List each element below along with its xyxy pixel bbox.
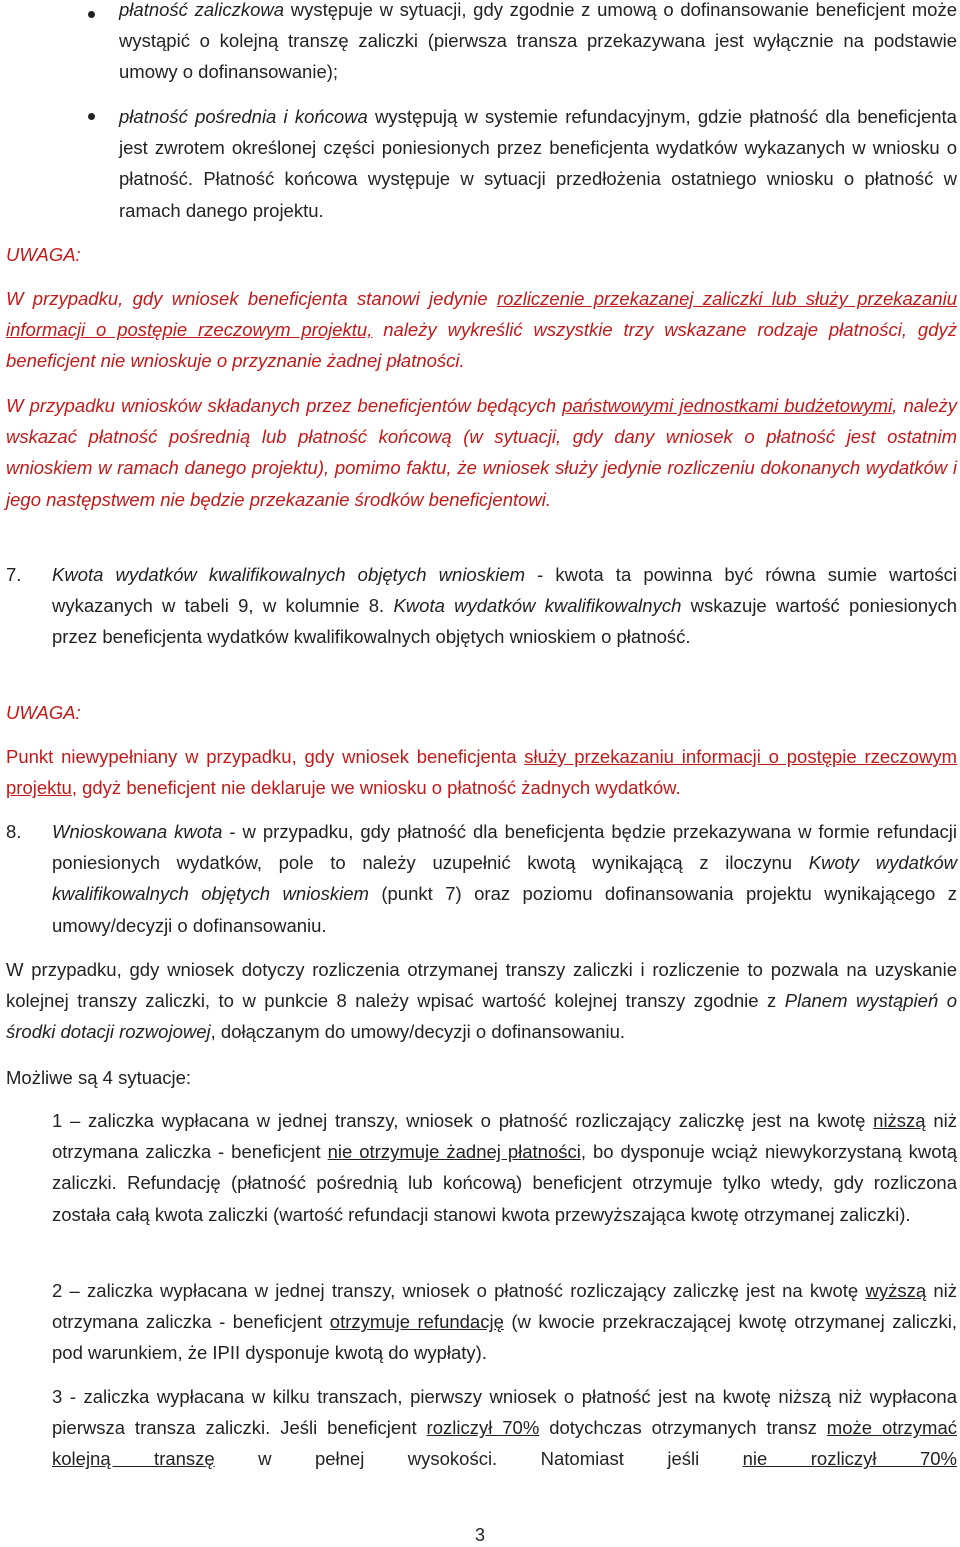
case-underlined: nie rozliczył 70% — [742, 1448, 957, 1470]
note-text: W przypadku wniosków składanych przez beneficjentów będących — [6, 395, 563, 416]
case-underlined: niższą — [873, 1110, 926, 1131]
case-text: niż otrzymana zaliczka - beneficjent — [52, 1280, 957, 1333]
bullet-text: występuje w sytuacji, gdy zgodnie z umową o dofinansowanie beneficjent może wystąpić o kolejną transzę zaliczki (pierwsza transza przekazywana jest wyłącznie na podstawie umowy o dofinansowanie); — [119, 0, 957, 83]
bullet-marker — [88, 113, 95, 120]
note-budget-units — [6, 390, 957, 515]
paragraph-situations: Możliwe są 4 sytuacje: — [6, 1067, 192, 1088]
bullet-text: występują w systemie refundacyjnym, gdzie płatność dla beneficjenta jest zwrotem określonej części poniesionych przez beneficjenta wydatków wykazanych w wniosku o płatność. Płatność końcowa występuje w sytuacji przedłożenia ostatniego wniosku o płatność w ramach danego projektu. — [119, 106, 957, 221]
case-underlined: rozliczył 70% — [426, 1417, 540, 1439]
case-text: niż otrzymana zaliczka - beneficjent — [52, 1110, 957, 1163]
paragraph-italic: Planem wystąpień o środki dotacji rozwojowej — [6, 990, 958, 1043]
note-progress-info — [6, 741, 957, 803]
item-text: - w przypadku, gdy płatność dla beneficjenta będzie przekazywana w formie refundacji poniesionych wydatków, pole to należy uzupełnić kwotą wynikającą z iloczynu — [52, 821, 957, 874]
item-text: (punkt 7) oraz poziomu dofinansowania projektu wynikającego z umowy/decyzji o dofinansowaniu. — [52, 883, 957, 936]
paragraph-advance-tranche — [6, 954, 957, 1048]
item-term: Kwota wydatków kwalifikowalnych objętych wnioskiem — [52, 564, 526, 585]
item-7-eligible-expenses — [52, 559, 957, 653]
case-underlined: wyższą — [865, 1280, 927, 1301]
note-settlement — [6, 283, 957, 377]
uwaga-label: UWAGA: — [6, 244, 81, 265]
case-3 — [52, 1381, 957, 1475]
note-text: W przypadku, gdy wniosek beneficjenta stanowi jedynie — [6, 288, 498, 309]
case-underlined: może otrzymać kolejną transzę — [52, 1417, 957, 1470]
note-text: należy wykreślić wszystkie trzy wskazane rodzaje płatności, gdyż beneficjent nie wnioskuje o przyznanie żadnej płatności. — [6, 319, 957, 372]
paragraph-text: W przypadku, gdy wniosek dotyczy rozliczenia otrzymanej transzy zaliczki i rozliczenie to pozwala na uzyskanie kolejnej transzy zaliczki, to w punkcie 8 należy wpisać wartość kolejnej transzy zgodnie z — [6, 959, 957, 1012]
note-text: , należy wskazać płatność pośrednią lub płatność końcową (w sytuacji, gdy dany wniosek o płatność jest ostatnim wnioskiem w ramach danego projektu), pomimo faktu, że wniosek służy jedynie rozliczeniu dokonanych wydatków i jego następstwem nie będzie przekazanie środków beneficjentowi. — [6, 395, 957, 510]
item-term: Kwoty wydatków kwalifikowalnych objętych wnioskiem — [52, 852, 958, 905]
note-text: , gdyż beneficjent nie deklaruje we wniosku o płatność żadnych wydatków. — [71, 777, 681, 799]
item-text: - kwota ta powinna być równa sumie wartości wykazanych w tabeli 9, w kolumnie 8. — [52, 564, 957, 617]
case-text: , bo dysponuje wciąż niewykorzystaną kwotą zaliczki. Refundację (płatność pośrednią lub końcową) beneficjent otrzymuje tylko wtedy, gdy rozliczona została całą kwota zaliczki (wartość refundacji stanowi kwota przewyższająca kwotę otrzymanej zaliczki). — [52, 1141, 957, 1225]
bullet-term: płatność zaliczkowa — [119, 0, 285, 20]
uwaga-label: UWAGA: — [6, 702, 81, 723]
case-text: w pełnej wysokości. Natomiast jeśli — [214, 1448, 743, 1470]
item-8-requested-amount — [52, 816, 957, 941]
note-underlined: rozliczenie przekazanej zaliczki lub służy przekazaniu informacji o postępie rzeczowym projektu, — [6, 288, 957, 341]
note-text: Punkt niewypełniany w przypadku, gdy wniosek beneficjenta — [6, 746, 525, 767]
bullet-item-zaliczkowa — [119, 0, 957, 88]
case-underlined: otrzymuje refundację — [329, 1311, 504, 1333]
bullet-term: płatność pośrednia i końcowa — [119, 106, 368, 127]
page-number: 3 — [474, 1525, 485, 1545]
case-2 — [52, 1275, 957, 1369]
bullet-marker — [88, 11, 95, 18]
case-underlined: nie otrzymuje żadnej płatności — [327, 1141, 581, 1163]
item-term: Kwota wydatków kwalifikowalnych — [393, 595, 682, 617]
case-text: dotychczas otrzymanych transz — [539, 1417, 827, 1439]
case-1 — [52, 1105, 957, 1230]
note-underlined: państwowymi jednostkami budżetowymi — [562, 395, 893, 416]
note-underlined: służy przekazaniu informacji o postępie rzeczowym projektu — [6, 746, 957, 799]
item-text: wskazuje wartość poniesionych przez beneficjenta wydatków kwalifikowalnych objętych wnioskiem o płatność. — [52, 595, 957, 648]
item-number: 7. — [6, 564, 22, 585]
case-text: 2 – zaliczka wypłacana w jednej transzy, wniosek o płatność rozliczający zaliczkę jest na kwotę — [52, 1280, 866, 1301]
bullet-item-posrednia — [119, 101, 957, 226]
case-text: 3 - zaliczka wypłacana w kilku transzach, pierwszy wniosek o płatność jest na kwotę niższą niż wypłacona pierwsza transza zaliczki. Jeśli beneficjent — [52, 1386, 957, 1439]
case-text: 1 – zaliczka wypłacana w jednej transzy, wniosek o płatność rozliczający zaliczkę jest na kwotę — [52, 1110, 874, 1131]
paragraph-text: , dołączanym do umowy/decyzji o dofinansowaniu. — [210, 1021, 626, 1043]
case-text: (w kwocie przekraczającej kwotę otrzymanej zaliczki, pod warunkiem, że IPII dysponuje kwotą do wypłaty). — [52, 1311, 957, 1364]
item-number: 8. — [6, 821, 22, 842]
item-term: Wnioskowana kwota — [52, 821, 223, 842]
